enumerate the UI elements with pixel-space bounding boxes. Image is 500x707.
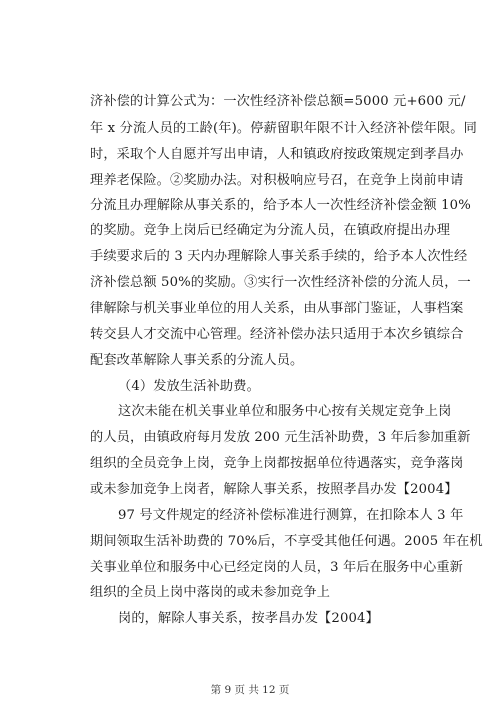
body-text-line: 的人员，由镇政府每月发放 200 元生活补助费，3 年后参加重新: [90, 430, 471, 445]
section-heading: （4）发放生活补助费。: [118, 379, 260, 394]
body-text-line: 或未参加竞争上岗者，解除人事关系，按照孝昌办发【2004】: [90, 482, 458, 497]
body-text-line: 组织的全员竞争上岗，竞争上岗都按据单位待遇落实，竞争落岗: [90, 456, 464, 471]
body-text-line: 这次未能在机关事业单位和服务中心按有关规定竞争上岗: [118, 404, 452, 419]
body-text-line: 济补偿总额 50%的奖励。③实行一次性经济补偿的分流人员，一: [90, 275, 471, 290]
body-text-line: 年 x 分流人员的工龄(年)。停薪留职年限不计入经济补偿年限。同: [90, 121, 477, 136]
body-text-line: 律解除与机关事业单位的用人关系，由从事部门鉴证，人事档案: [90, 301, 464, 316]
body-text-line: 关事业单位和服务中心已经定岗的人员，3 年后在服务中心重新: [90, 560, 463, 575]
body-text-line: 97 号文件规定的经济补偿标准进行测算，在扣除本人 3 年: [118, 508, 464, 523]
body-text-line: 时，采取个人自愿并写出申请，人和镇政府按政策规定到孝昌办: [90, 147, 464, 162]
body-text-line: 岗的，解除人事关系，按孝昌办发【2004】: [118, 611, 379, 626]
body-text-line: 期间领取生活补助费的 70%后，不享受其他任何遇。2005 年在机: [90, 534, 483, 549]
body-text-line: 分流且办理解除从事关系的，给予本人一次性经济补偿金额 10%: [90, 198, 471, 213]
body-text-line: 的奖励。竞争上岗后已经确定为分流人员，在镇政府提出办理: [90, 223, 451, 238]
body-text-line: 手续要求后的 3 天内办理解除人事关系手续的，给予本人次性经: [90, 249, 468, 264]
body-text-line: 组织的全员上岗中落岗的或未参加竞争上: [90, 585, 331, 600]
body-text-line: 配套改革解除人事关系的分流人员。: [90, 353, 304, 368]
body-text-line: 转交县人才交流中心管理。经济补偿办法只适用于本次乡镇综合: [90, 327, 464, 342]
body-text-line: 济补偿的计算公式为：一次性经济补偿总额=5000 元+600 元/: [90, 94, 466, 109]
body-text-line: 理养老保险。②奖励办法。对积极响应号召，在竞争上岗前申请: [90, 173, 464, 188]
page-number-footer: 第 9 页 共 12 页: [210, 684, 290, 696]
